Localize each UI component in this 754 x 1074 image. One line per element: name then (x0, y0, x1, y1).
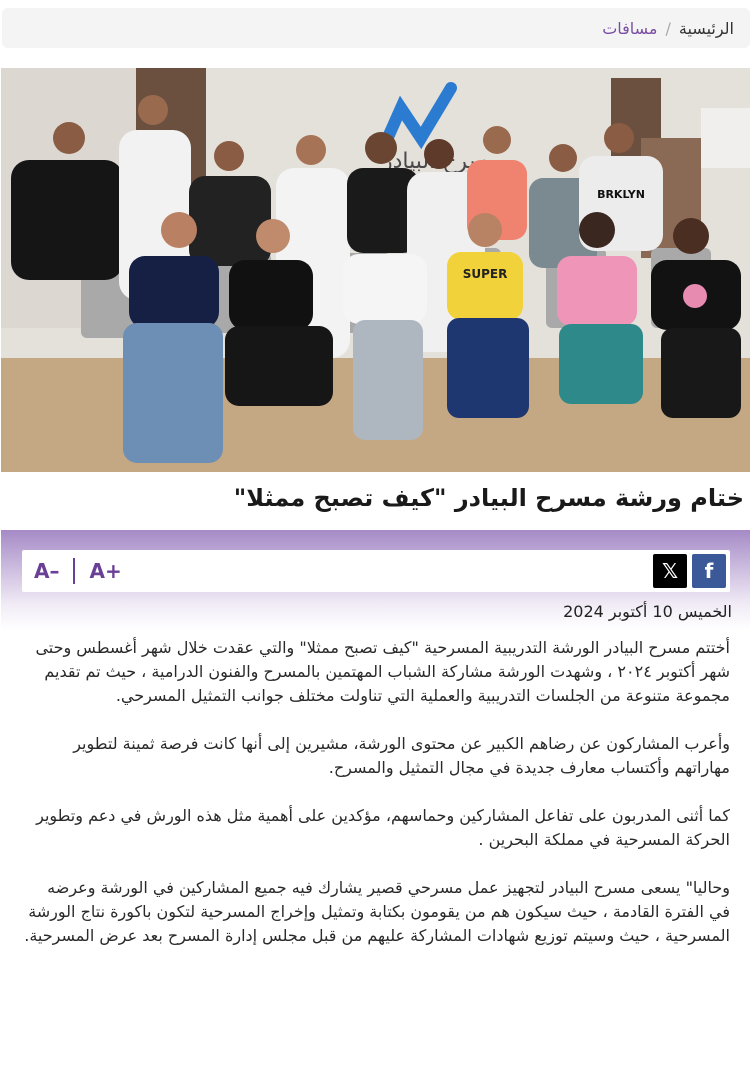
article-title: ختام ورشة مسرح البيادر "كيف تصبح ممثلا" (233, 484, 744, 512)
font-increase-button[interactable]: A+ (89, 559, 122, 583)
facebook-share-button[interactable] (692, 554, 726, 588)
group-photo (1, 68, 750, 472)
article-tools-bar (22, 550, 730, 592)
hero-shirt-super: SUPER (462, 267, 508, 281)
breadcrumb-separator: / (665, 18, 671, 38)
article-paragraph: وأعرب المشاركون عن رضاهم الكبير عن محتوى الورشة، مشيرين إلى أنها كانت فرصة ثمينة لتطوير مهاراتهم وأكتساب معارف جديدة في مجال التمثيل والمسرح. (73, 734, 730, 777)
article-paragraph: أختتم مسرح البيادر الورشة التدريبية المسرحية "كيف تصبح ممثلا" والتي عقدت خلال شهر أغسطس وحتى شهر أكتوبر ٢٠٢٤ ، وشهدت الورشة مشاركة الشباب المهتمين بالمسرح والفنون الدرامية ، حيث تم تقديم مجموعة متنوعة من الجلسات التدريبية والعملية التي تناولت مختلف جوانب التمثيل المسرحي. (35, 638, 730, 705)
breadcrumb-current-link[interactable]: مسافات (602, 18, 658, 38)
hero-shirt-brklyn: BRKLYN (597, 188, 645, 201)
font-size-divider (73, 558, 75, 584)
hero-logo-text: مسرح البيادر (382, 149, 500, 174)
breadcrumb-home-link[interactable]: الرئيسية (678, 18, 734, 38)
breadcrumb (2, 8, 750, 48)
article-date: الخميس 10 أكتوبر 2024 (563, 602, 732, 621)
x-icon: 𝕏 (661, 559, 679, 583)
font-decrease-button[interactable]: A– (34, 559, 60, 583)
font-size-controls (34, 558, 122, 584)
article-hero-image (1, 68, 750, 472)
share-buttons (653, 554, 726, 588)
x-share-button[interactable] (653, 554, 687, 588)
article-paragraph: وحاليا" يسعى مسرح البيادر لتجهيز عمل مسرحي قصير يشارك فيه جميع المشاركين في الورشة وعرضه في الفترة القادمة ، حيث سيكون هم من يقومون بكتابة وتمثيل وإخراج المسرحية لتكون باكورة نتاج الورشة المسرحية ، حيث وسيتم توزيع شهادات المشاركة عليهم من قبل مجلس إدارة المسرح بعد عرض المسرحية. (24, 878, 730, 945)
article-paragraph: كما أثنى المدربون على تفاعل المشاركين وحماسهم، مؤكدين على أهمية مثل هذه الورش في دعم وتطوير الحركة المسرحية في مملكة البحرين . (36, 806, 730, 849)
article-body (24, 636, 730, 972)
facebook-icon: f (704, 559, 714, 583)
